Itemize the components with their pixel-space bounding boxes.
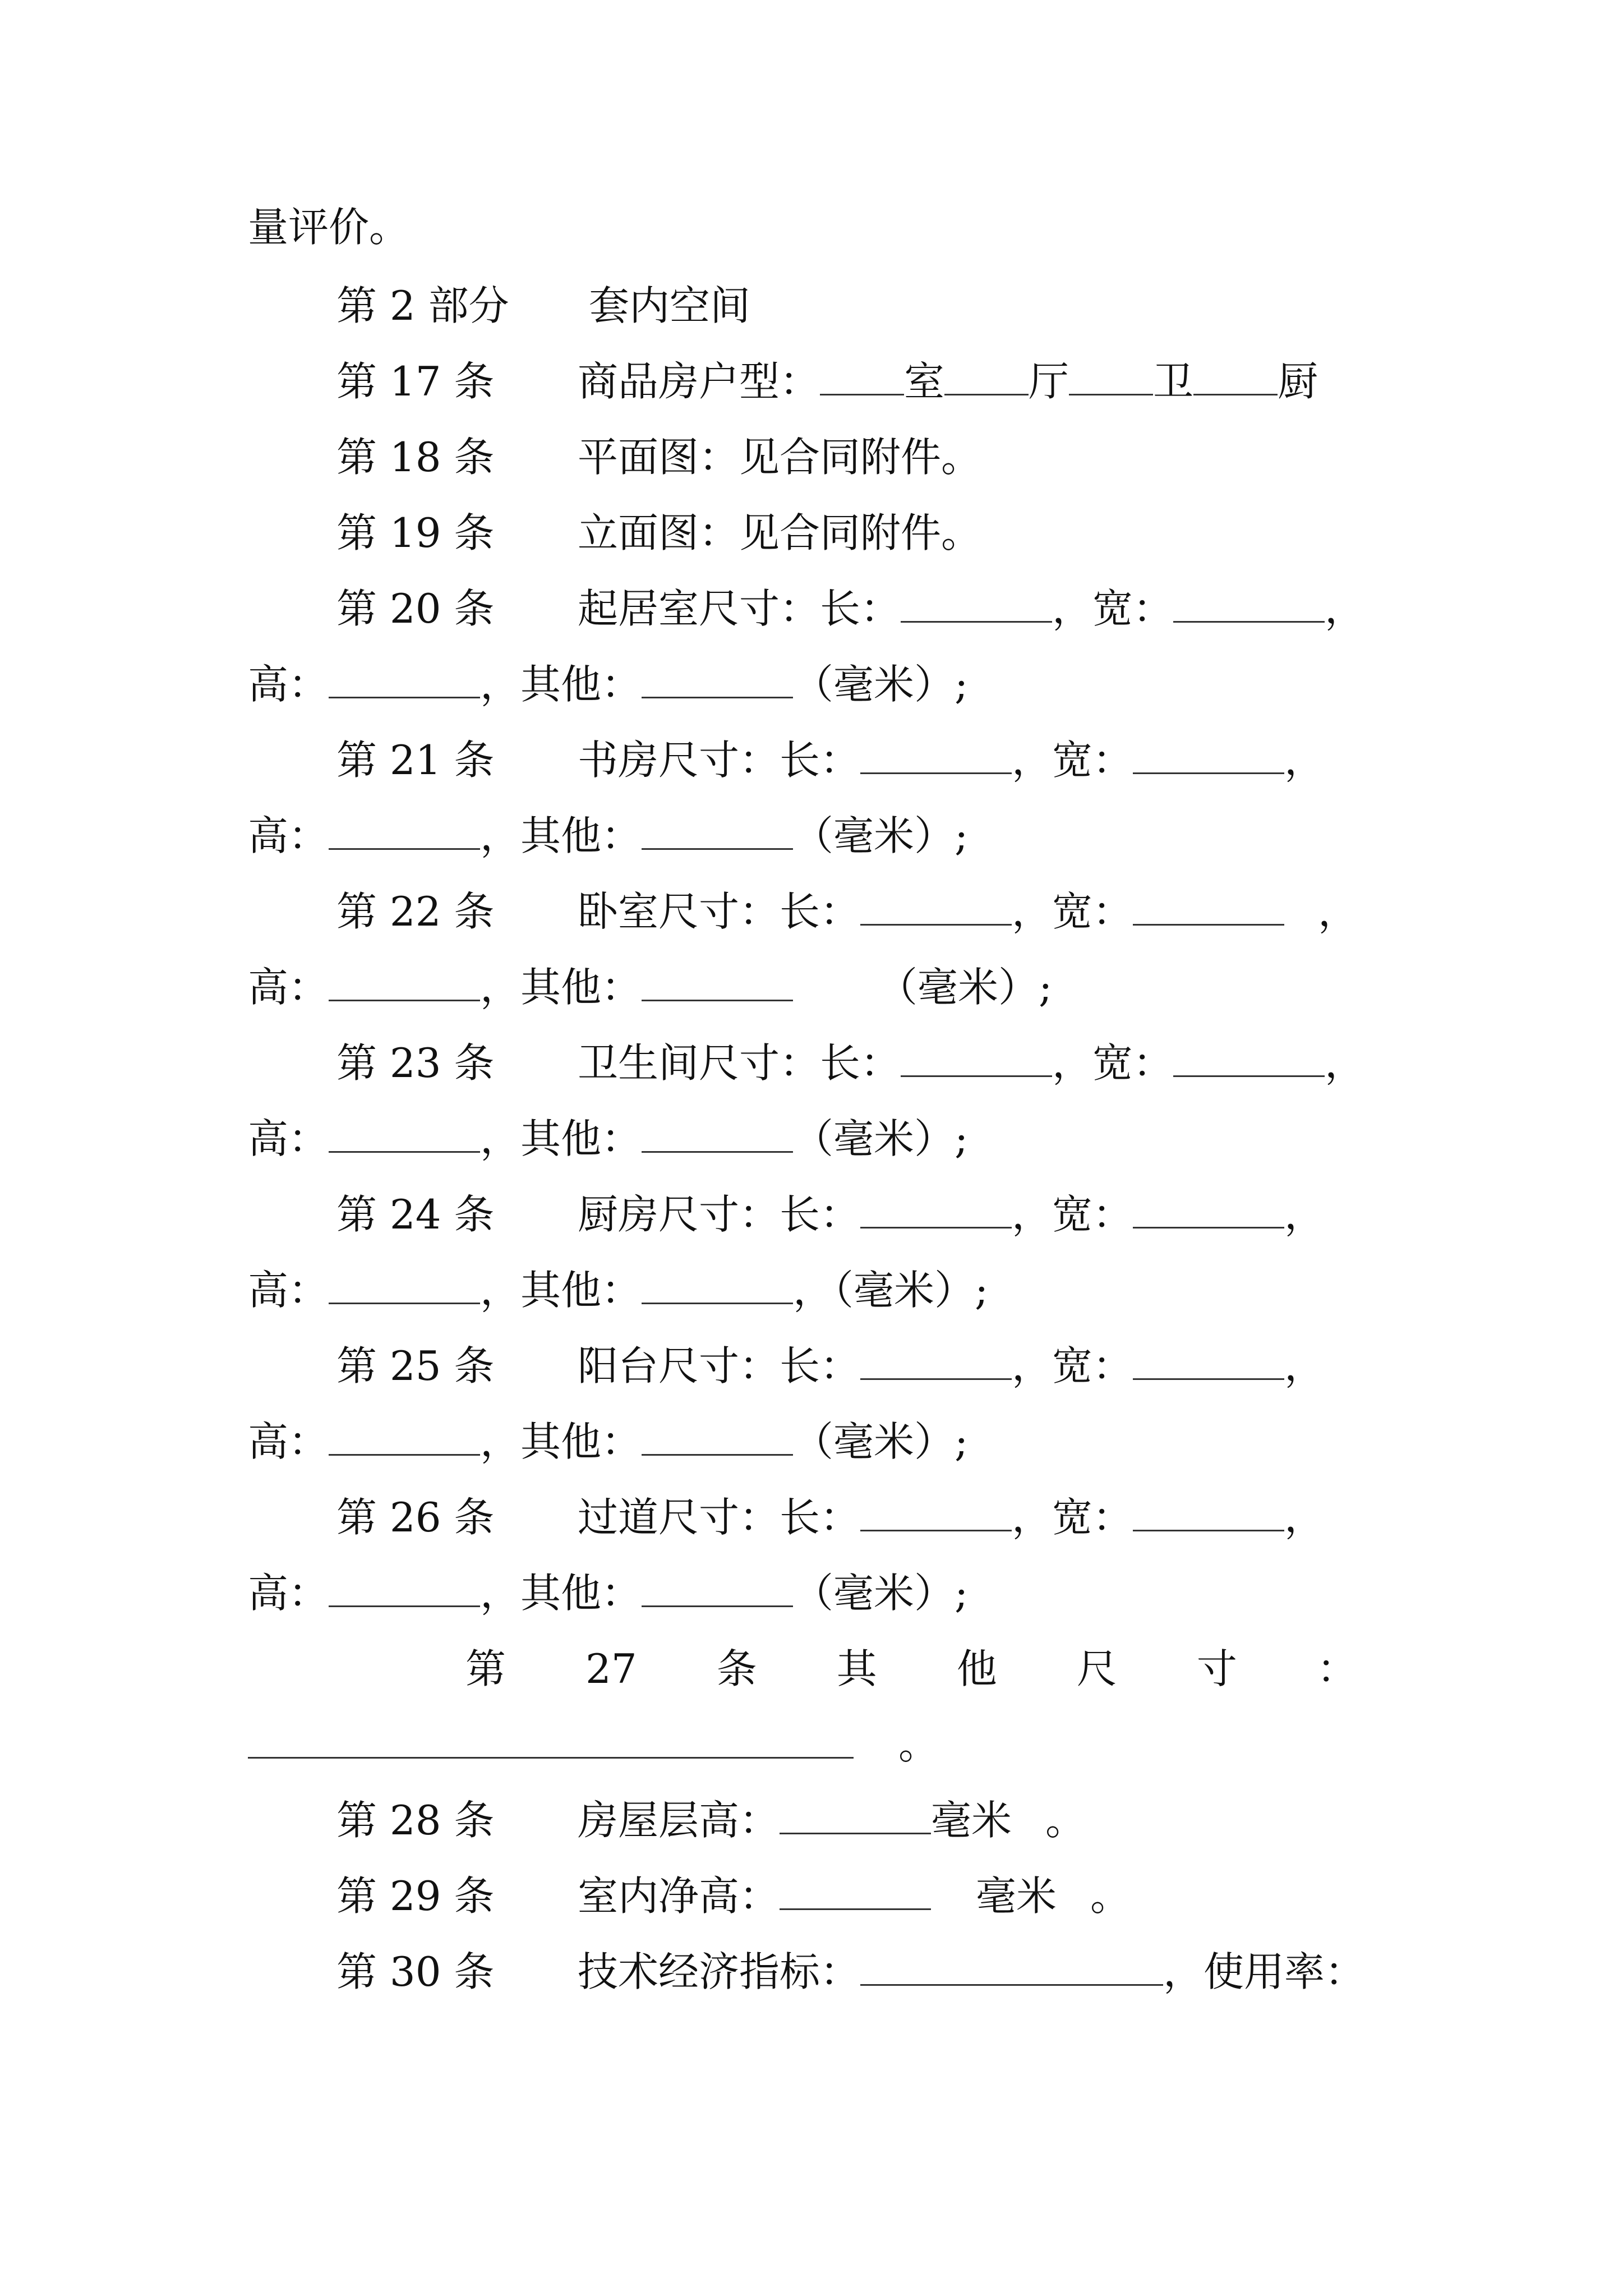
article-text: 平面图：见合同附件。 bbox=[578, 434, 982, 481]
other-label: ，其他： bbox=[480, 1570, 642, 1617]
width-field[interactable] bbox=[1133, 889, 1284, 926]
article-label: 第 18 条 bbox=[336, 434, 495, 481]
article-label: 第 24 条 bbox=[336, 1191, 495, 1238]
text-line bbox=[248, 196, 409, 258]
article-text: 阳台尺寸：长： bbox=[578, 1342, 861, 1389]
blank-field[interactable] bbox=[1193, 359, 1278, 395]
unit-label: （毫米）; bbox=[793, 1115, 969, 1162]
other-label: ，其他： bbox=[480, 1267, 642, 1314]
spread-char: 其 bbox=[836, 1645, 877, 1692]
article-text: 书房尺寸：长： bbox=[578, 737, 861, 784]
unit-label: ，（毫米）; bbox=[793, 1267, 989, 1314]
blank-field[interactable] bbox=[820, 359, 904, 395]
spread-char: 尺 bbox=[1076, 1645, 1117, 1692]
period: 。 bbox=[1045, 1797, 1086, 1844]
other-dimensions-field[interactable] bbox=[248, 1722, 854, 1759]
article-21-cont bbox=[248, 805, 968, 867]
length-field[interactable] bbox=[860, 1495, 1012, 1531]
article-19 bbox=[336, 502, 981, 564]
period: 。 bbox=[1090, 1872, 1131, 1920]
spread-char: 寸 bbox=[1196, 1645, 1237, 1692]
comma: ， bbox=[1284, 737, 1325, 784]
article-text: 室内净高： bbox=[578, 1872, 780, 1920]
article-23 bbox=[336, 1032, 1365, 1094]
section-title: 套内空间 bbox=[589, 282, 751, 329]
article-label: 第 17 条 bbox=[336, 358, 495, 405]
article-26 bbox=[336, 1487, 1325, 1548]
width-field[interactable] bbox=[1173, 586, 1325, 623]
width-label: ，宽： bbox=[1012, 888, 1133, 935]
spread-char: 条 bbox=[716, 1645, 757, 1692]
height-field[interactable] bbox=[329, 813, 480, 850]
other-field[interactable] bbox=[642, 1419, 793, 1456]
unit-kitchen: 厨 bbox=[1278, 358, 1318, 405]
spread-char: ： bbox=[1316, 1645, 1357, 1692]
article-25-cont bbox=[248, 1411, 968, 1473]
width-label: ，宽： bbox=[1012, 737, 1133, 784]
other-label: ，其他： bbox=[480, 812, 642, 859]
comma: ， bbox=[1284, 1342, 1325, 1389]
spread-char: 他 bbox=[956, 1645, 997, 1692]
unit-bath: 卫 bbox=[1153, 358, 1194, 405]
height-label: 高： bbox=[248, 1418, 329, 1465]
other-label: ，其他： bbox=[480, 661, 642, 708]
article-text: 卫生间尺寸：长： bbox=[578, 1039, 901, 1087]
article-label: 第 22 条 bbox=[336, 888, 495, 935]
article-22-cont bbox=[248, 956, 1052, 1018]
unit-label: （毫米）; bbox=[793, 1418, 969, 1465]
height-field[interactable] bbox=[329, 662, 480, 698]
article-17 bbox=[336, 351, 1318, 412]
other-field[interactable] bbox=[642, 965, 793, 1001]
width-field[interactable] bbox=[1133, 1495, 1284, 1531]
article-label: 第 25 条 bbox=[336, 1342, 495, 1389]
unit-label: （毫米）; bbox=[793, 1570, 969, 1617]
height-field[interactable] bbox=[329, 1419, 480, 1456]
height-field[interactable] bbox=[329, 1268, 480, 1304]
article-27-cont bbox=[248, 1714, 939, 1775]
comma: ， bbox=[1318, 888, 1359, 935]
article-22 bbox=[336, 881, 1358, 942]
length-field[interactable] bbox=[901, 586, 1052, 623]
height-label: 高： bbox=[248, 1570, 329, 1617]
width-label: ，宽： bbox=[1052, 1039, 1174, 1087]
article-label: 第 28 条 bbox=[336, 1797, 495, 1844]
comma: ， bbox=[1325, 585, 1366, 632]
length-field[interactable] bbox=[860, 889, 1012, 926]
other-field[interactable] bbox=[642, 662, 793, 698]
article-27 bbox=[465, 1638, 1357, 1700]
article-20 bbox=[336, 578, 1391, 639]
length-field[interactable] bbox=[901, 1041, 1052, 1077]
height-label: 高： bbox=[248, 1267, 329, 1314]
length-field[interactable] bbox=[860, 1192, 1012, 1228]
clear-height-field[interactable] bbox=[780, 1874, 931, 1910]
length-field[interactable] bbox=[860, 1343, 1012, 1380]
article-24-cont bbox=[248, 1259, 988, 1321]
article-28 bbox=[336, 1789, 1086, 1851]
article-21 bbox=[336, 729, 1325, 791]
indicator-field[interactable] bbox=[860, 1949, 1163, 1986]
article-label: 第 20 条 bbox=[336, 585, 495, 632]
article-29 bbox=[336, 1865, 1131, 1927]
article-label: 第 23 条 bbox=[336, 1039, 495, 1087]
usage-rate-label: ，使用率： bbox=[1163, 1948, 1366, 1995]
other-field[interactable] bbox=[642, 1116, 793, 1153]
article-text: 卧室尺寸：长： bbox=[578, 888, 861, 935]
height-field[interactable] bbox=[329, 1571, 480, 1607]
article-text: 商品房户型： bbox=[578, 358, 820, 405]
width-field[interactable] bbox=[1133, 1192, 1284, 1228]
other-label: ，其他： bbox=[480, 1115, 642, 1162]
height-field[interactable] bbox=[329, 965, 480, 1001]
width-field[interactable] bbox=[1133, 1343, 1284, 1380]
article-23-cont bbox=[248, 1108, 968, 1170]
article-25 bbox=[336, 1335, 1325, 1397]
width-field[interactable] bbox=[1173, 1041, 1325, 1077]
article-text: 立面图：见合同附件。 bbox=[578, 509, 982, 556]
height-field[interactable] bbox=[329, 1116, 480, 1153]
article-text: 过道尺寸：长： bbox=[578, 1494, 861, 1541]
other-field[interactable] bbox=[642, 1571, 793, 1607]
unit-label: 毫米 bbox=[976, 1872, 1057, 1920]
height-label: 高： bbox=[248, 661, 329, 708]
article-30 bbox=[336, 1941, 1365, 2003]
width-label: ，宽： bbox=[1052, 585, 1174, 632]
unit-label: （毫米）; bbox=[877, 964, 1053, 1011]
article-label: 第 29 条 bbox=[336, 1872, 495, 1920]
blank-field[interactable] bbox=[1069, 359, 1153, 395]
unit-label: 毫米 bbox=[931, 1797, 1012, 1844]
article-label: 第 26 条 bbox=[336, 1494, 495, 1541]
article-text: 起居室尺寸：长： bbox=[578, 585, 901, 632]
other-field[interactable] bbox=[642, 813, 793, 850]
unit-hall: 厅 bbox=[1029, 358, 1069, 405]
height-label: 高： bbox=[248, 1115, 329, 1162]
section-number: 第 2 部分 bbox=[336, 282, 509, 329]
unit-room: 室 bbox=[904, 358, 945, 405]
width-label: ，宽： bbox=[1012, 1342, 1133, 1389]
comma: ， bbox=[1284, 1494, 1325, 1541]
width-field[interactable] bbox=[1133, 738, 1284, 774]
article-18 bbox=[336, 426, 981, 488]
period: 。 bbox=[898, 1721, 939, 1768]
height-label: 高： bbox=[248, 812, 329, 859]
blank-field[interactable] bbox=[944, 359, 1029, 395]
article-24 bbox=[336, 1184, 1325, 1245]
comma: ， bbox=[1325, 1039, 1366, 1087]
height-label: 高： bbox=[248, 964, 329, 1011]
article-26-cont bbox=[248, 1562, 968, 1624]
spread-char: 27 bbox=[585, 1645, 637, 1692]
article-text: 技术经济指标： bbox=[578, 1948, 861, 1995]
article-label: 第 21 条 bbox=[336, 737, 495, 784]
floor-height-field[interactable] bbox=[780, 1798, 931, 1834]
other-field[interactable] bbox=[642, 1268, 793, 1304]
width-label: ，宽： bbox=[1012, 1191, 1133, 1238]
article-label: 第 19 条 bbox=[336, 509, 495, 556]
article-text: 厨房尺寸：长： bbox=[578, 1191, 861, 1238]
article-text: 房屋层高： bbox=[578, 1797, 780, 1844]
article-label: 第 30 条 bbox=[336, 1948, 495, 1995]
unit-label: （毫米）; bbox=[793, 812, 969, 859]
length-field[interactable] bbox=[860, 738, 1012, 774]
other-label: ，其他： bbox=[480, 1418, 642, 1465]
unit-label: （毫米）; bbox=[793, 661, 969, 708]
other-label: ，其他： bbox=[480, 964, 642, 1011]
spread-char: 第 bbox=[465, 1645, 506, 1692]
section-heading bbox=[336, 275, 750, 337]
comma: ， bbox=[1284, 1191, 1325, 1238]
paragraph-tail: 量评价。 bbox=[248, 204, 410, 251]
article-20-cont bbox=[248, 654, 968, 715]
width-label: ，宽： bbox=[1012, 1494, 1133, 1541]
